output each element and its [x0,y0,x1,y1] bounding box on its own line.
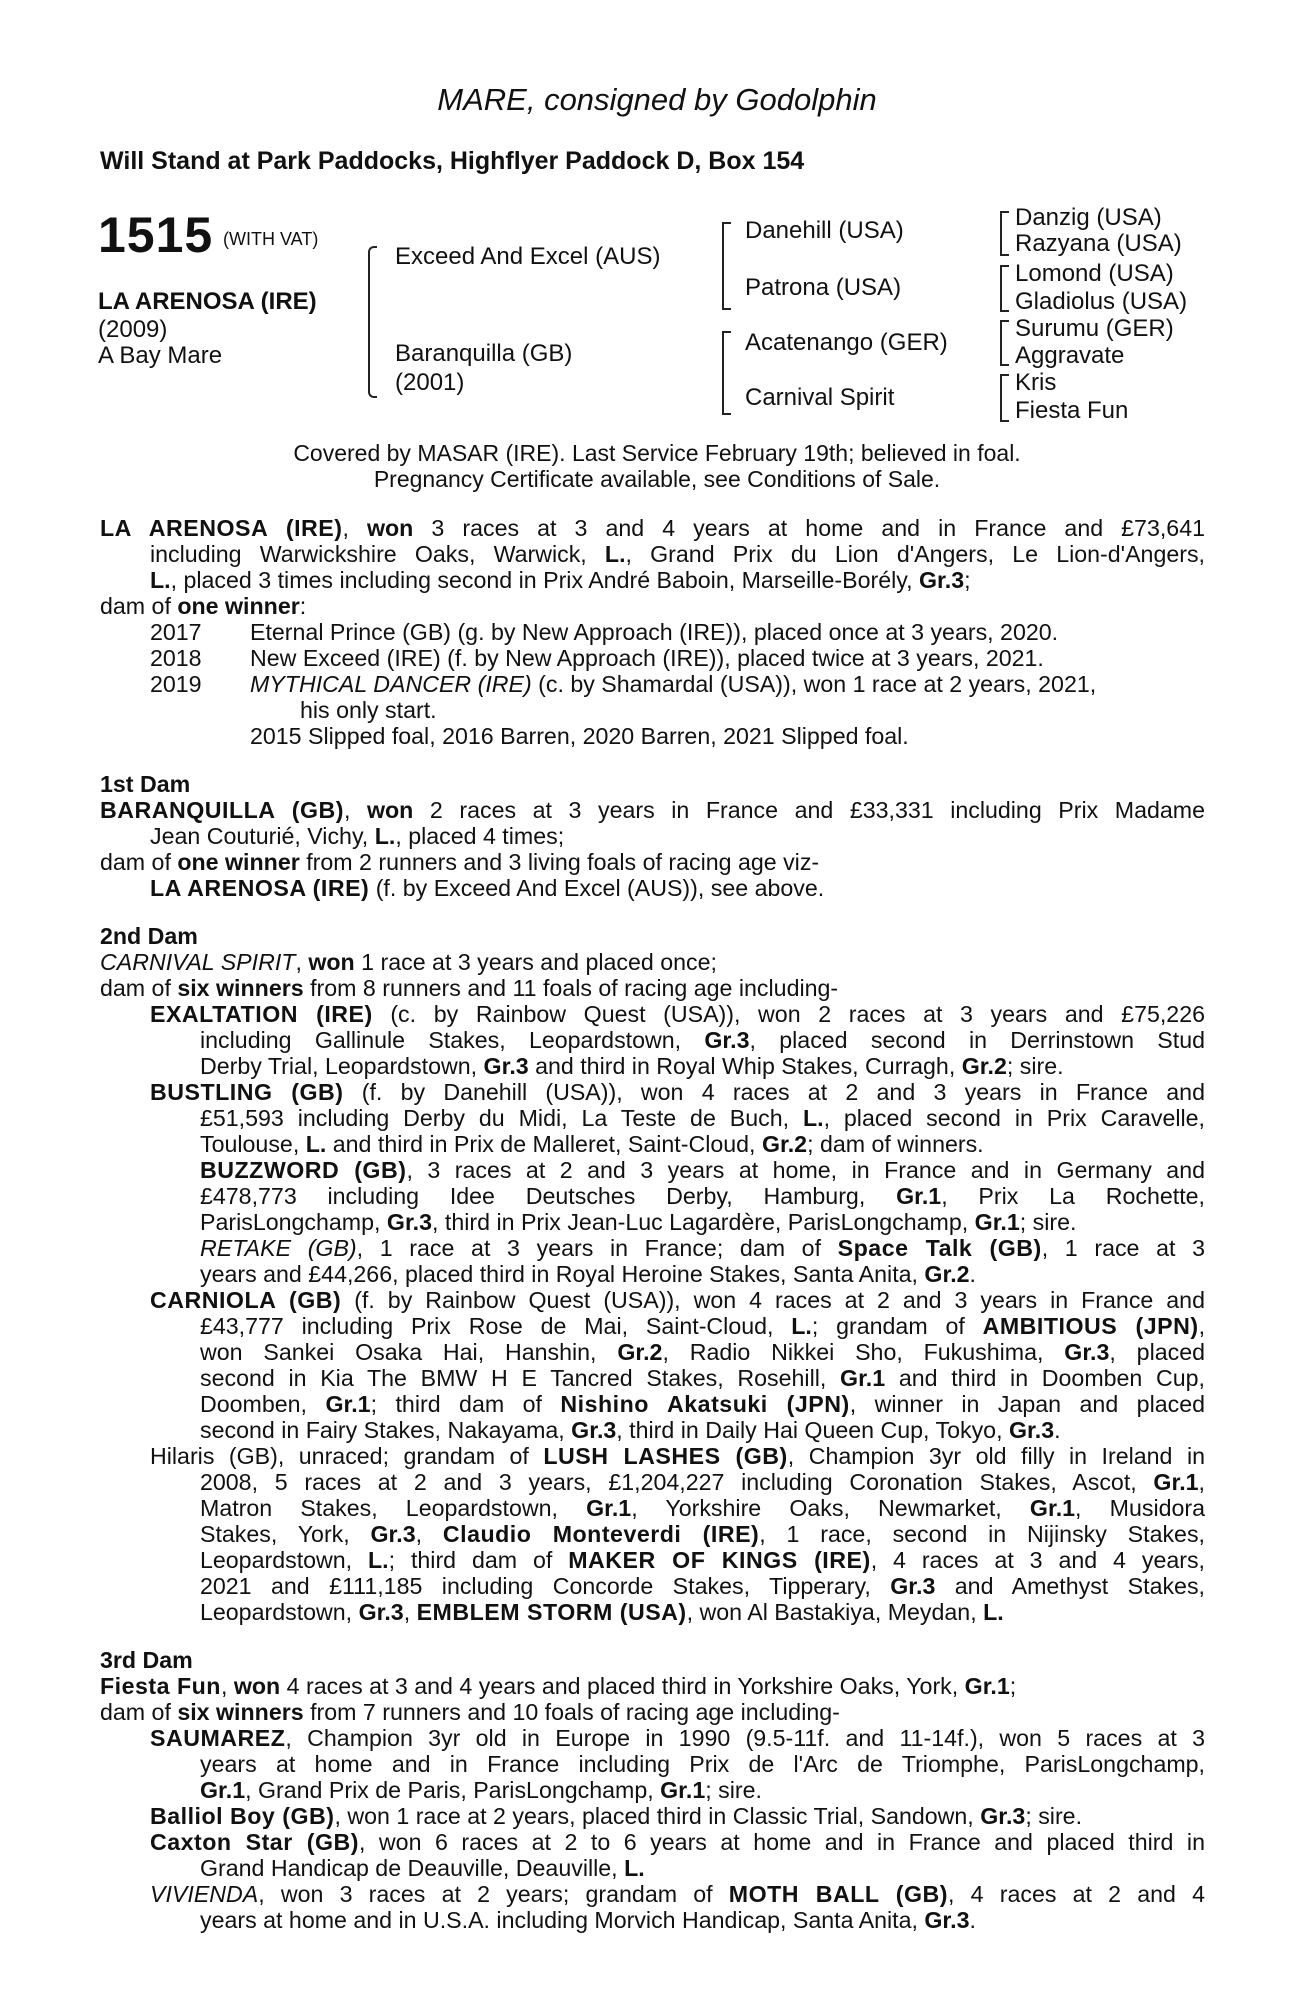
pedigree-sds: Lomond (USA) [1015,260,1174,287]
pedigree-dam-sire: Acatenango (GER) [745,329,948,356]
pedigree-ssd: Razyana (USA) [1015,230,1182,257]
first-dam-record: BARANQUILLA (GB), won 2 races at 3 years in France and £33,331 including Prix Madame Jean Couturié, Vichy, L., placed 4 times; dam of one winner from 2 runners and 3 living foals of racing age viz- LA ARENOSA (IRE) (f. by Exceed And Excel (AUS)), see above. [100,797,1205,901]
catalogue-body [100,515,1205,1933]
pedigree-brace-sire [722,222,731,310]
foal-2018: 2018 New Exceed (IRE) (f. by New Approach (IRE)), placed twice at 3 years, 2021. [150,645,1044,671]
pedigree-brace-ss [1000,211,1009,256]
pedigree-dam-dam: Carnival Spirit [745,384,895,411]
lot-number: 1515 [98,207,214,263]
pedigree-brace-dam [722,331,731,415]
pedigree-dam-year: (2001) [395,369,465,396]
pedigree-sire: Exceed And Excel (AUS) [395,243,661,270]
covered-line-2: Pregnancy Certificate available, see Conditions of Sale. [373,466,941,492]
covered-line-1: Covered by MASAR (IRE). Last Service February 19th; believed in foal. [293,440,1021,466]
pedigree-dds: Kris [1015,369,1057,396]
first-dam-heading: 1st Dam [100,771,191,797]
pedigree-ddd: Fiesta Fun [1015,397,1129,424]
pedigree-brace-ds [1000,320,1009,366]
horse-year: (2009) [98,316,168,343]
third-dam-record: Fiesta Fun, won 4 races at 3 and 4 years and placed third in Yorkshire Oaks, York, Gr.1; dam of six winners from 7 runners and 10 foals of racing age including- SAUMAREZ, Champion 3yr old in Europe in 1990 (9.5-11f. and 11-14f.), won 5 races at 3 years at home and in France including Prix de l'Arc de Triomphe, ParisLongchamp, Gr.1, Grand Prix de Paris, ParisLongchamp, Gr.1; sire. Balliol Boy (GB), won 1 race at 2 years, placed third in Classic Trial, Sandown, Gr.3; sire. Caxton Star (GB), won 6 races at 2 to 6 years at home and in France and placed third in Grand Handicap de Deauville, Deauville, L. VIVIENDA, won 3 races at 2 years; grandam of MOTH BALL (GB), 4 races at 2 and 4 years at home and in U.S.A. including Morvich Handicap, Santa Anita, Gr.3. [100,1673,1205,1933]
pedigree-sss: Danzig (USA) [1015,204,1162,231]
pedigree-sire-sire: Danehill (USA) [745,217,904,244]
foal-2019: 2019 MYTHICAL DANCER (IRE) (c. by Shamardal (USA)), won 1 race at 2 years, 2021, [150,671,1097,697]
pedigree-dam: Baranquilla (GB) [395,340,573,367]
horse-name: LA ARENOSA (IRE) [98,288,317,315]
mare-record: LA ARENOSA (IRE), won 3 races at 3 and 4 years at home and in France and £73,641 including Warwickshire Oaks, Warwick, L., Grand Prix du Lion d'Angers, Le Lion-d'Angers, L., placed 3 times including second in Prix André Baboin, Marseille-Borély, Gr.3; dam of one winner: 2017 Eternal Prince (GB) (g. by New Approach (IRE)), placed once at 3 years, 2020. 2018 New Exceed (IRE) (f. by New Approach (IRE)), placed twice at 3 years, 2021. 2019 MYTHICAL DANCER (IRE) (c. by Shamardal (USA)), won 1 race at 2 years, 2021, his only start. 2015 Slipped foal, 2016 Barren, 2020 Barren, 2021 Slipped foal. [100,515,1205,749]
pedigree-brace-main [368,246,377,398]
pedigree-brace-sd [1000,265,1009,312]
pedigree-brace-dd [1000,374,1009,422]
pedigree-sdd: Gladiolus (USA) [1015,288,1188,315]
pedigree-dss: Surumu (GER) [1015,315,1174,342]
second-dam-record: CARNIVAL SPIRIT, won 1 race at 3 years and placed once; dam of six winners from 8 runners and 11 foals of racing age including- EXALTATION (IRE) (c. by Rainbow Quest (USA)), won 2 races at 3 years and £75,226 including Gallinule Stakes, Leopardstown, Gr.3, placed second in Derrinstown Stud Derby Trial, Leopardstown, Gr.3 and third in Royal Whip Stakes, Curragh, Gr.2; sire. BUSTLING (GB) (f. by Danehill (USA)), won 4 races at 2 and 3 years in France and £51,593 including Derby du Midi, La Teste de Buch, L., placed second in Prix Caravelle, Toulouse, L. and third in Prix de Malleret, Saint-Cloud, Gr.2; dam of winners. BUZZWORD (GB), 3 races at 2 and 3 years at home, in France and in Germany and £478,773 including Idee Deutsches Derby, Hamburg, Gr.1, Prix La Rochette, ParisLongchamp, Gr.3, third in Prix Jean-Luc Lagardère, ParisLongchamp, Gr.1; sire. RETAKE (GB), 1 race at 3 years in France; dam of Space Talk (GB), 1 race at 3 years and £44,266, placed third in Royal Heroine Stakes, Santa Anita, Gr.2. CARNIOLA (GB) (f. by Rainbow Quest (USA)), won 4 races at 2 and 3 years in France and £43,777 including Prix Rose de Mai, Saint-Cloud, L.; grandam of AMBITIOUS (JPN), won Sankei Osaka Hai, Hanshin, Gr.2, Radio Nikkei Sho, Fukushima, Gr.3, placed second in Kia The BMW H E Tancred Stakes, Rosehill, Gr.1 and third in Doomben Cup, Doomben, Gr.1; third dam of Nishino Akatsuki (JPN), winner in Japan and placed second in Fairy Stakes, Nakayama, Gr.3, third in Daily Hai Queen Cup, Tokyo, Gr.3. Hilaris (GB), unraced; grandam of LUSH LASHES (GB), Champion 3yr old filly in Ireland in 2008, 5 races at 2 and 3 years, £1,204,227 including Coronation Stakes, Ascot, Gr.1, Matron Stakes, Leopardstown, Gr.1, Yorkshire Oaks, Newmarket, Gr.1, Musidora Stakes, York, Gr.3, Claudio Monteverdi (IRE), 1 race, second in Nijinsky Stakes, Leopardstown, L.; third dam of MAKER OF KINGS (IRE), 4 races at 3 and 4 years, 2021 and £111,185 including Concorde Stakes, Tipperary, Gr.3 and Amethyst Stakes, Leopardstown, Gr.3, EMBLEM STORM (USA), won Al Bastakiya, Meydan, L. [100,949,1206,1625]
vat-note: (WITH VAT) [223,229,319,249]
horse-description: A Bay Mare [98,342,223,369]
pedigree-dsd: Aggravate [1015,342,1125,369]
pedigree-sire-dam: Patrona (USA) [745,274,902,301]
third-dam-heading: 3rd Dam [100,1647,193,1673]
page-title: MARE, consigned by Godolphin [437,82,877,117]
stand-location: Will Stand at Park Paddocks, Highflyer Paddock D, Box 154 [100,147,805,175]
foal-2017: 2017 Eternal Prince (GB) (g. by New Approach (IRE)), placed once at 3 years, 2020. [150,619,1059,645]
second-dam-heading: 2nd Dam [100,923,198,949]
